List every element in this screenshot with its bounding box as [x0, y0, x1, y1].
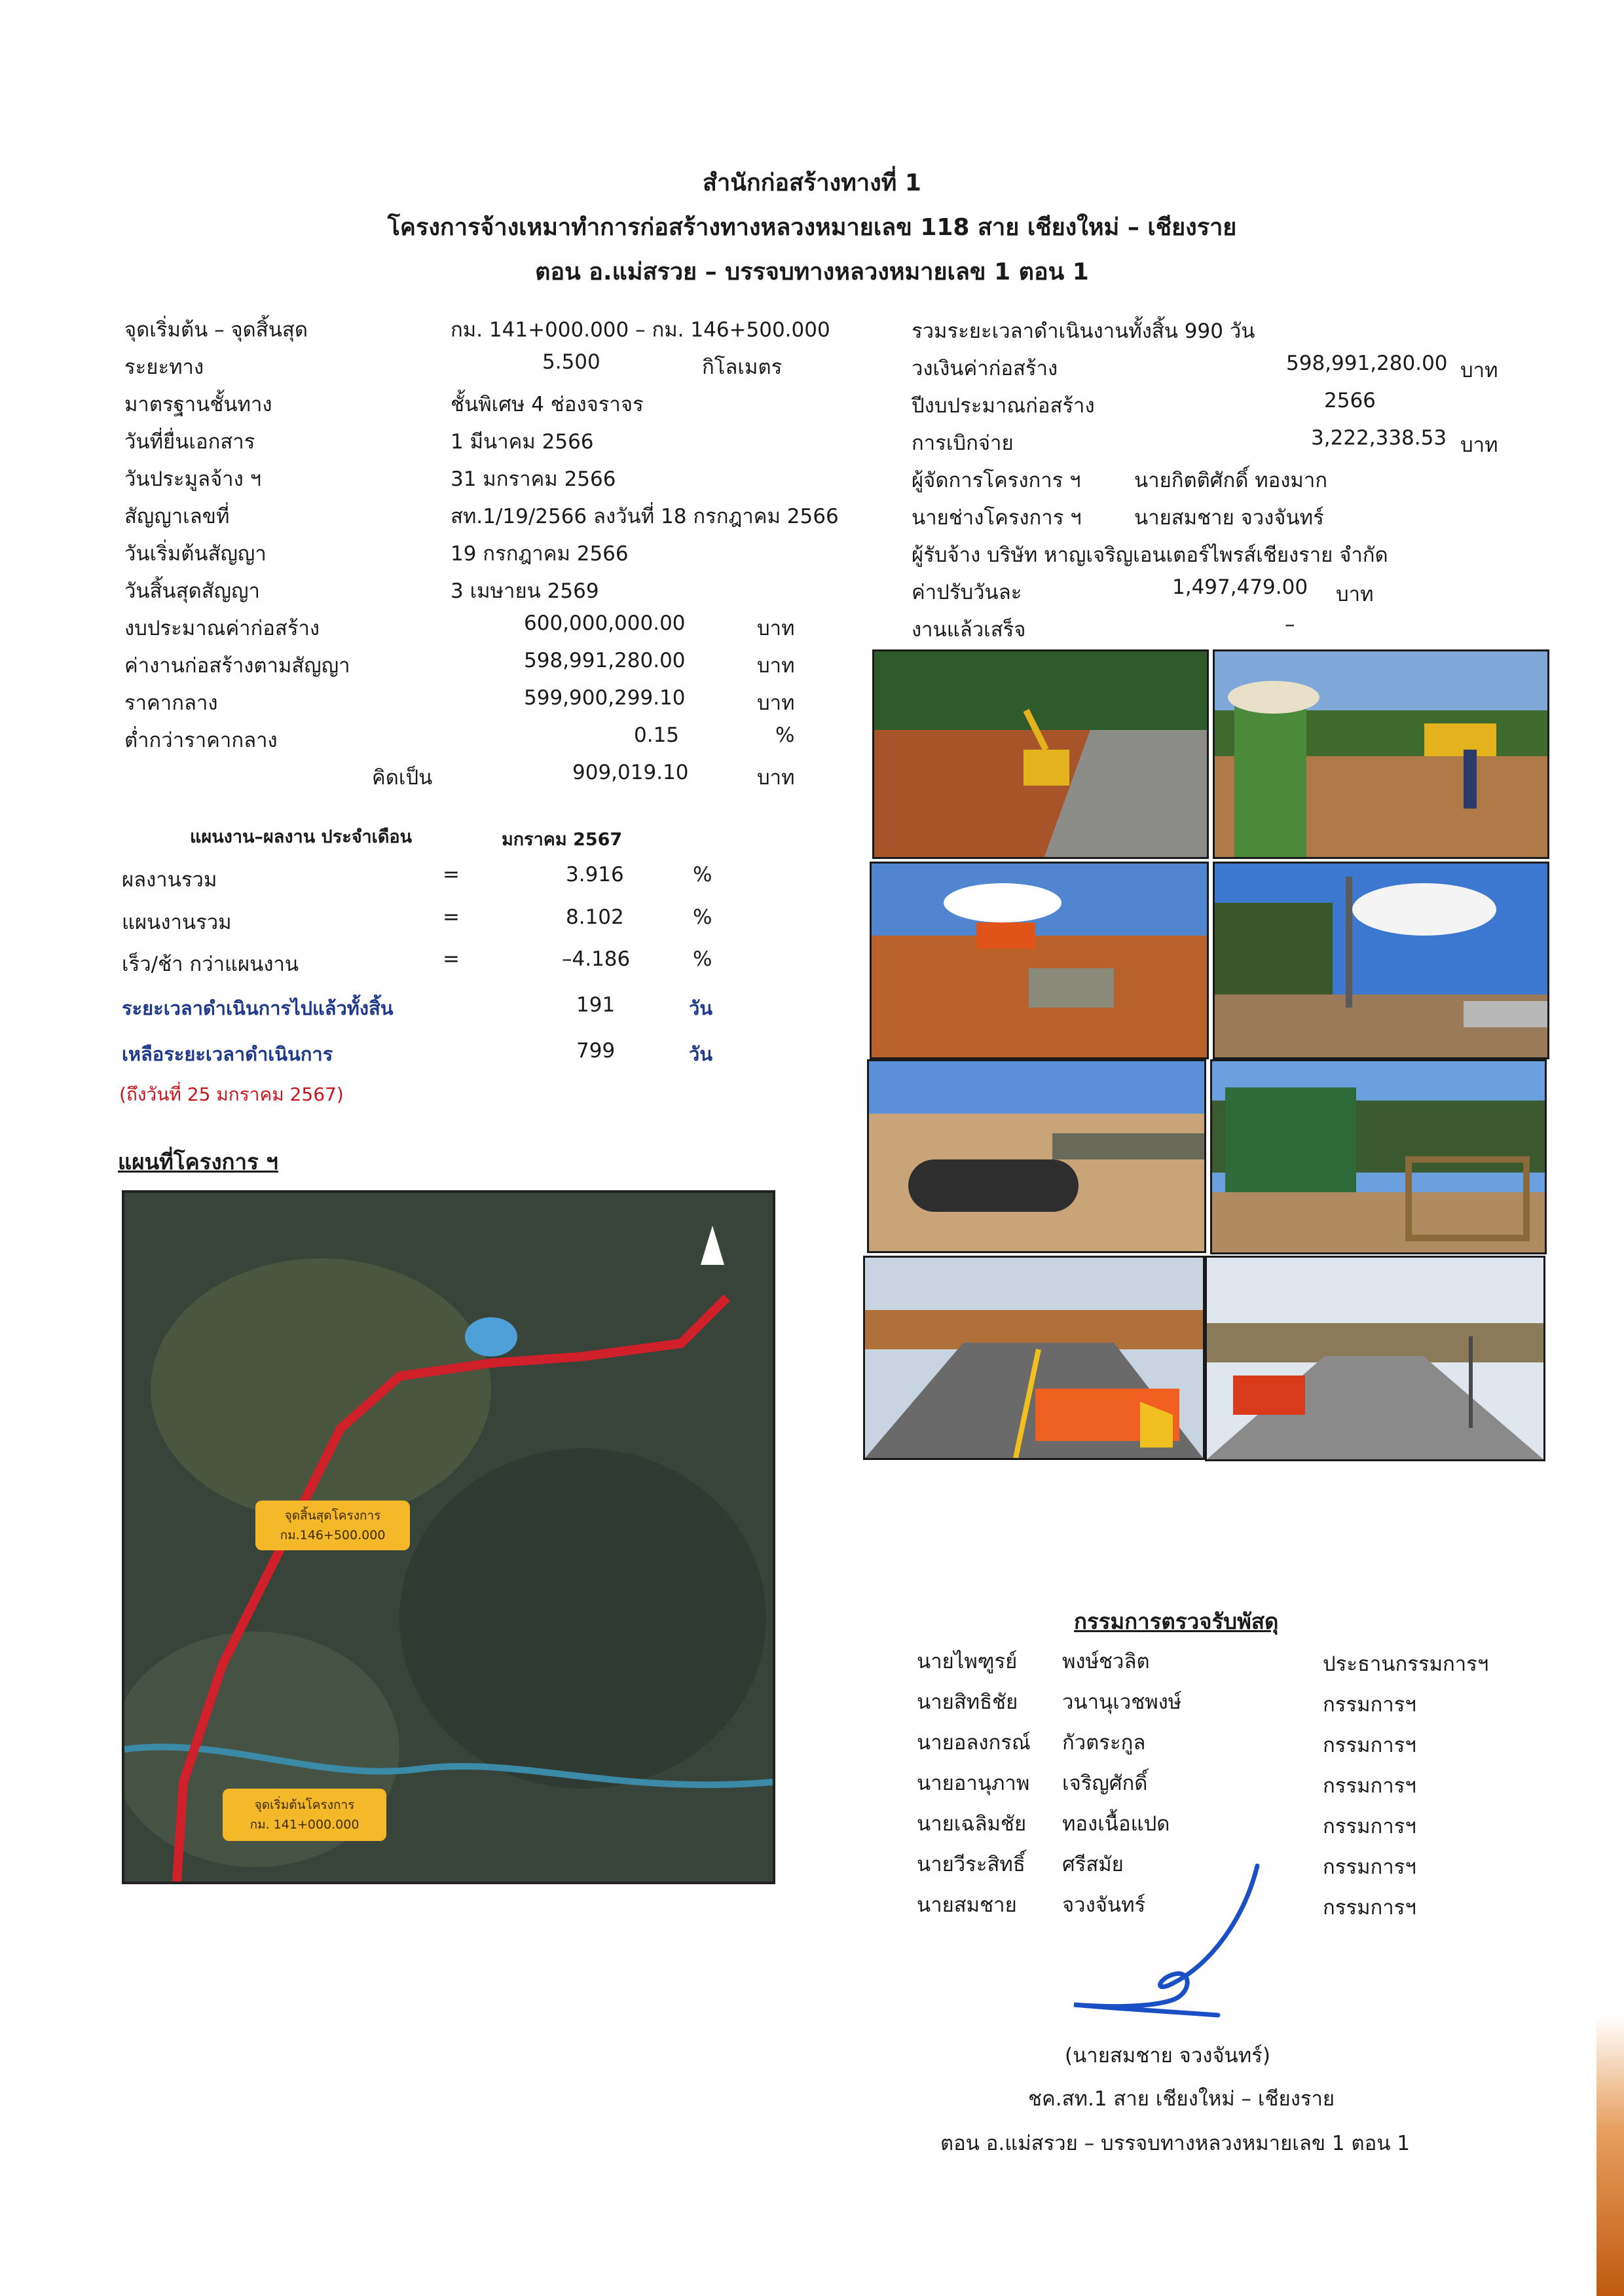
member-role: กรรมการฯ [1323, 1734, 1416, 1757]
elapsed-label: ระยะเวลาดำเนินการไปแล้วทั้งสิ้น [122, 997, 394, 1019]
completion-value: – [1285, 613, 1295, 636]
duration-text: รวมระยะเวลาดำเนินงานทั้งสิ้น 990 วัน [912, 319, 1255, 343]
money-label: งบประมาณค่าก่อสร้าง [124, 617, 320, 640]
fine-label: ค่าปรับวันละ [912, 581, 1022, 604]
money-label: ราคากลาง [124, 691, 218, 715]
scan-edge-artifact [1596, 2016, 1624, 2296]
map-callout-end [255, 1501, 410, 1550]
progress-eq: = [443, 905, 460, 929]
header-line-3: ตอน อ.แม่สรวย – บรรจบทางหลวงหมายเลข 1 ตอน 1 [535, 259, 1089, 285]
budget-label: วงเงินค่าก่อสร้าง [912, 357, 1058, 380]
signer-position-1: ชค.สท.1 สาย เชียงใหม่ – เชียงราย [1028, 2087, 1335, 2111]
remain-unit: วัน [689, 1043, 713, 1065]
info-value: 19 กรกฎาคม 2566 [451, 542, 629, 566]
budget-unit: บาท [1460, 359, 1498, 382]
disbursement-label: การเบิกจ่าย [912, 431, 1014, 455]
member-role: กรรมการฯ [1323, 1815, 1416, 1838]
info-label: วันสิ้นสุดสัญญา [124, 579, 260, 603]
money-label: ต่ำกว่าราคากลาง [124, 729, 278, 752]
money-value: 598,991,280.00 [524, 649, 686, 672]
committee-title: กรรมการตรวจรับพัสดุ [1074, 1609, 1279, 1634]
info-value: กม. 141+000.000 – กม. 146+500.000 [451, 318, 830, 342]
progress-label: เร็ว/ช้า กว่าแผนงาน [122, 953, 299, 976]
disbursement-value: 3,222,338.53 [1311, 426, 1447, 450]
construction-photo [863, 1256, 1205, 1460]
member-last-name: ศรีสมัย [1062, 1853, 1124, 1876]
info-label: สัญญาเลขที่ [124, 505, 230, 528]
member-first-name: นายวีระสิทธิ์ [917, 1853, 1025, 1876]
map-callout-start-line2: กม. 141+000.000 [249, 1817, 360, 1832]
info-label: ระยะทาง [124, 355, 204, 379]
budget-value: 598,991,280.00 [1286, 352, 1448, 375]
member-role: กรรมการฯ [1323, 1693, 1416, 1717]
progress-value: –4.186 [562, 947, 631, 971]
engineer-label: นายช่างโครงการ ฯ [912, 506, 1082, 530]
signer-name: (นายสมชาย จวงจันทร์) [1065, 2044, 1270, 2068]
progress-label: แผนงานรวม [122, 911, 232, 934]
money-unit: บาท [757, 654, 795, 678]
construction-photo [1213, 862, 1549, 1059]
progress-month: มกราคม 2567 [502, 829, 623, 850]
north-arrow-icon [701, 1226, 724, 1265]
progress-value: 3.916 [566, 863, 624, 886]
money-value: 0.15 [634, 723, 680, 747]
member-role: กรรมการฯ [1323, 1896, 1416, 1920]
progress-unit: % [693, 863, 712, 886]
pm-value: นายกิตติศักดิ์ ทองมาก [1134, 469, 1328, 492]
progress-label: ผลงานรวม [122, 868, 217, 892]
member-first-name: นายเฉลิมชัย [917, 1812, 1027, 1836]
member-first-name: นายสิทธิชัย [917, 1690, 1018, 1714]
pm-label: ผู้จัดการโครงการ ฯ [912, 469, 1081, 492]
construction-photo [1205, 1256, 1545, 1461]
info-label: วันเริ่มต้นสัญญา [124, 542, 267, 566]
info-value: ชั้นพิเศษ 4 ช่องจราจร [451, 393, 644, 416]
progress-unit: % [693, 947, 712, 971]
contractor-text: ผู้รับจ้าง บริษัท หาญเจริญเอนเตอร์ไพรส์เชียงราย จำกัด [912, 543, 1388, 567]
money-value: 909,019.10 [572, 761, 689, 784]
member-first-name: นายอานุภาพ [917, 1772, 1030, 1795]
member-first-name: นายอลงกรณ์ [917, 1731, 1031, 1755]
money-label: คิดเป็น [372, 766, 433, 790]
map-callout-start [223, 1789, 386, 1841]
construction-photo [1210, 1059, 1547, 1254]
money-value: 599,900,299.10 [524, 686, 686, 710]
info-value: สท.1/19/2566 ลงวันที่ 18 กรกฎาคม 2566 [451, 505, 839, 528]
header-line-1: สำนักก่อสร้างทางที่ 1 [703, 170, 921, 196]
construction-photo [872, 649, 1209, 859]
money-value: 600,000,000.00 [524, 611, 686, 635]
member-role: กรรมการฯ [1323, 1855, 1416, 1879]
progress-unit: % [693, 905, 712, 929]
member-first-name: นายสมชาย [917, 1893, 1017, 1917]
info-label: จุดเริ่มต้น – จุดสิ้นสุด [124, 318, 308, 342]
completion-label: งานแล้วเสร็จ [912, 618, 1026, 642]
money-unit: บาท [757, 766, 795, 790]
member-last-name: พงษ์ชวลิต [1062, 1650, 1150, 1673]
progress-title: แผนงาน–ผลงาน ประจำเดือน [190, 827, 413, 847]
map-callout-start-line1: จุดเริ่มต้นโครงการ [254, 1798, 355, 1812]
construction-photo [870, 862, 1209, 1059]
member-last-name: เจริญศักดิ์ [1062, 1772, 1148, 1795]
money-unit: % [775, 723, 795, 747]
member-first-name: นายไพฑูรย์ [917, 1650, 1018, 1673]
elapsed-value: 191 [576, 993, 616, 1017]
signer-position-2: ตอน อ.แม่สรวย – บรรจบทางหลวงหมายเลข 1 ตอน 1 [940, 2132, 1410, 2155]
header-line-2: โครงการจ้างเหมาทำการก่อสร้างทางหลวงหมายเลข 118 สาย เชียงใหม่ – เชียงราย [387, 214, 1237, 241]
info-unit: กิโลเมตร [702, 355, 783, 379]
info-label: วันประมูลจ้าง ฯ [124, 467, 261, 491]
remain-label: เหลือระยะเวลาดำเนินการ [122, 1043, 333, 1065]
member-last-name: กัวตระกูล [1062, 1731, 1146, 1755]
progress-eq: = [443, 947, 460, 971]
money-unit: บาท [757, 691, 795, 715]
fine-value: 1,497,479.00 [1172, 575, 1308, 599]
remain-value: 799 [576, 1039, 616, 1063]
fine-unit: บาท [1336, 583, 1374, 606]
elapsed-unit: วัน [689, 997, 713, 1019]
member-role: กรรมการฯ [1323, 1774, 1416, 1798]
info-label: มาตรฐานชั้นทาง [124, 393, 272, 416]
money-unit: บาท [757, 617, 795, 640]
member-last-name: ทองเนื้อแปด [1062, 1812, 1170, 1836]
engineer-value: นายสมชาย จวงจันทร์ [1134, 506, 1324, 530]
signature-scribble [1061, 1859, 1270, 2030]
fiscal-year-value: 2566 [1324, 389, 1376, 412]
info-value: 5.500 [542, 350, 600, 374]
info-value: 1 มีนาคม 2566 [451, 430, 594, 454]
map-title: แผนที่โครงการ ฯ [118, 1149, 278, 1175]
progress-value: 8.102 [566, 905, 624, 929]
info-value: 31 มกราคม 2566 [451, 467, 616, 491]
disbursement-unit: บาท [1460, 433, 1498, 457]
project-map [122, 1190, 775, 1884]
as-of-date: (ถึงวันที่ 25 มกราคม 2567) [119, 1084, 344, 1105]
construction-photo [1213, 649, 1549, 859]
map-callout-end-line1: จุดสิ้นสุดโครงการ [284, 1508, 381, 1523]
member-last-name: จวงจันทร์ [1062, 1893, 1146, 1917]
money-label: ค่างานก่อสร้างตามสัญญา [124, 654, 350, 678]
map-callout-end-line2: กม.146+500.000 [280, 1528, 386, 1542]
member-last-name: วนานุเวชพงษ์ [1062, 1690, 1182, 1714]
info-label: วันที่ยื่นเอกสาร [124, 430, 255, 454]
construction-photo [867, 1059, 1206, 1253]
fiscal-year-label: ปีงบประมาณก่อสร้าง [912, 394, 1095, 418]
progress-eq: = [443, 863, 460, 886]
info-value: 3 เมษายน 2569 [451, 579, 599, 603]
member-role: ประธานกรรมการฯ [1323, 1652, 1489, 1676]
